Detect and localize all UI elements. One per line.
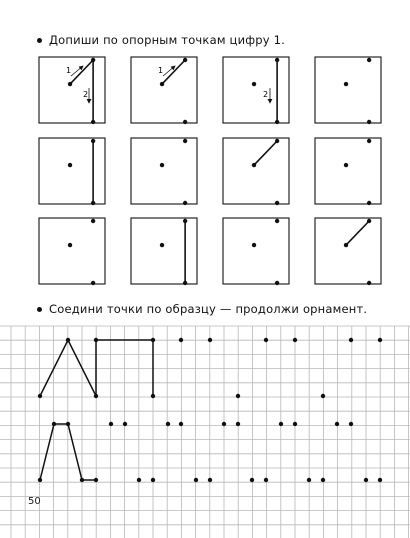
reference-dot: [367, 120, 371, 124]
ornament-dot: [123, 422, 127, 426]
ornament-dot: [335, 422, 339, 426]
ornament-dot: [293, 422, 297, 426]
step-2-label: 2: [263, 90, 269, 99]
hint-arrow-step-2-box3: [263, 88, 270, 103]
ornament-dot: [321, 478, 325, 482]
ornament-dot: [179, 422, 183, 426]
ornament-dot: [236, 422, 240, 426]
stroke-diagonal: [70, 60, 93, 84]
ornament-dot: [94, 338, 98, 342]
ornament-dot: [166, 422, 170, 426]
reference-dot: [183, 139, 187, 143]
box-frame: [39, 218, 105, 284]
ornament-dot: [38, 478, 42, 482]
ornament-dot: [279, 422, 283, 426]
ornament-dot: [321, 394, 325, 398]
reference-dot: [183, 219, 187, 223]
reference-dot: [275, 201, 279, 205]
ornament-dot: [94, 394, 98, 398]
digit-boxes: [39, 57, 381, 285]
reference-dot: [344, 243, 348, 247]
reference-dot: [91, 139, 95, 143]
box-frame: [131, 138, 197, 204]
reference-dot: [183, 58, 187, 62]
ornament-dot: [137, 478, 141, 482]
stroke-diagonal: [162, 60, 185, 84]
digit-box: [223, 57, 289, 124]
stroke-diagonal: [254, 141, 277, 165]
reference-dot: [252, 243, 256, 247]
ornament-dot: [109, 422, 113, 426]
grid-paper: [0, 326, 410, 538]
ornament-dot: [293, 338, 297, 342]
instruction-text: Допиши по опорным точкам цифру 1.: [49, 33, 286, 47]
reference-dot: [91, 201, 95, 205]
reference-dot: [275, 219, 279, 223]
ornament-dot: [66, 338, 70, 342]
reference-dot: [275, 139, 279, 143]
box-frame: [131, 218, 197, 284]
instruction-text: Соедини точки по образцу — продолжи орнамент.: [49, 302, 368, 316]
reference-dot: [344, 82, 348, 86]
ornament-dot: [208, 478, 212, 482]
digit-box: [315, 57, 381, 124]
reference-dot: [344, 163, 348, 167]
digit-box: [39, 218, 105, 285]
step-1-label: 1: [158, 66, 164, 75]
ornament-dot: [236, 394, 240, 398]
ornament-dot: [349, 338, 353, 342]
reference-dot: [68, 243, 72, 247]
box-frame: [39, 138, 105, 204]
ornament-dot: [52, 422, 56, 426]
reference-dot: [183, 201, 187, 205]
step-1-label: 1: [66, 66, 72, 75]
digit-box: [39, 138, 105, 205]
ornament-dot: [222, 422, 226, 426]
reference-dot: [252, 82, 256, 86]
ornament-dot: [264, 478, 268, 482]
reference-dot: [275, 120, 279, 124]
ornament-dot: [194, 478, 198, 482]
reference-dot: [183, 120, 187, 124]
reference-dot: [367, 219, 371, 223]
digit-box: [131, 138, 197, 205]
box-frame: [315, 138, 381, 204]
reference-dot: [160, 82, 164, 86]
digit-box: [131, 57, 197, 124]
reference-dot: [68, 163, 72, 167]
ornament-dot: [364, 478, 368, 482]
box-frame: [315, 218, 381, 284]
reference-dot: [91, 58, 95, 62]
reference-dot: [275, 281, 279, 285]
box-frame: [131, 57, 197, 123]
stroke-diagonal: [346, 221, 369, 245]
digit-box: [131, 218, 197, 285]
box-frame: [39, 57, 105, 123]
digit-box: [315, 218, 381, 285]
digit-box: [223, 138, 289, 205]
reference-dot: [91, 281, 95, 285]
reference-dot: [160, 163, 164, 167]
step-2-label: 2: [83, 90, 89, 99]
ornament-dot: [250, 478, 254, 482]
box-frame: [223, 57, 289, 123]
ornament-dot: [179, 338, 183, 342]
reference-dot: [367, 281, 371, 285]
reference-dot: [183, 281, 187, 285]
ornament-dot: [208, 338, 212, 342]
ornament-dot: [264, 338, 268, 342]
digit-box: [315, 138, 381, 205]
ornament-dot: [307, 478, 311, 482]
ornament-dot: [349, 422, 353, 426]
ornament-dot: [94, 478, 98, 482]
ornament-dot: [151, 338, 155, 342]
reference-dot: [252, 163, 256, 167]
digit-box: [39, 57, 105, 124]
ornament-dot: [38, 394, 42, 398]
page-number: 50: [28, 496, 41, 507]
hint-arrow-step-2: [83, 88, 89, 103]
ornament-dot: [378, 338, 382, 342]
reference-dot: [367, 58, 371, 62]
ornament-dot: [80, 478, 84, 482]
reference-dot: [275, 58, 279, 62]
ornament-dot: [66, 422, 70, 426]
digit-box: [223, 218, 289, 285]
ornament-dot: [151, 478, 155, 482]
box-frame: [223, 218, 289, 284]
hint-arrow-step-1-box2: [158, 66, 175, 76]
box-frame: [223, 138, 289, 204]
box-frame: [315, 57, 381, 123]
hint-arrow-step-1: [66, 66, 83, 76]
ornament-dot: [378, 478, 382, 482]
ornament-dot: [151, 394, 155, 398]
reference-dot: [91, 219, 95, 223]
reference-dot: [160, 243, 164, 247]
reference-dot: [367, 139, 371, 143]
reference-dot: [68, 82, 72, 86]
reference-dot: [367, 201, 371, 205]
reference-dot: [91, 120, 95, 124]
